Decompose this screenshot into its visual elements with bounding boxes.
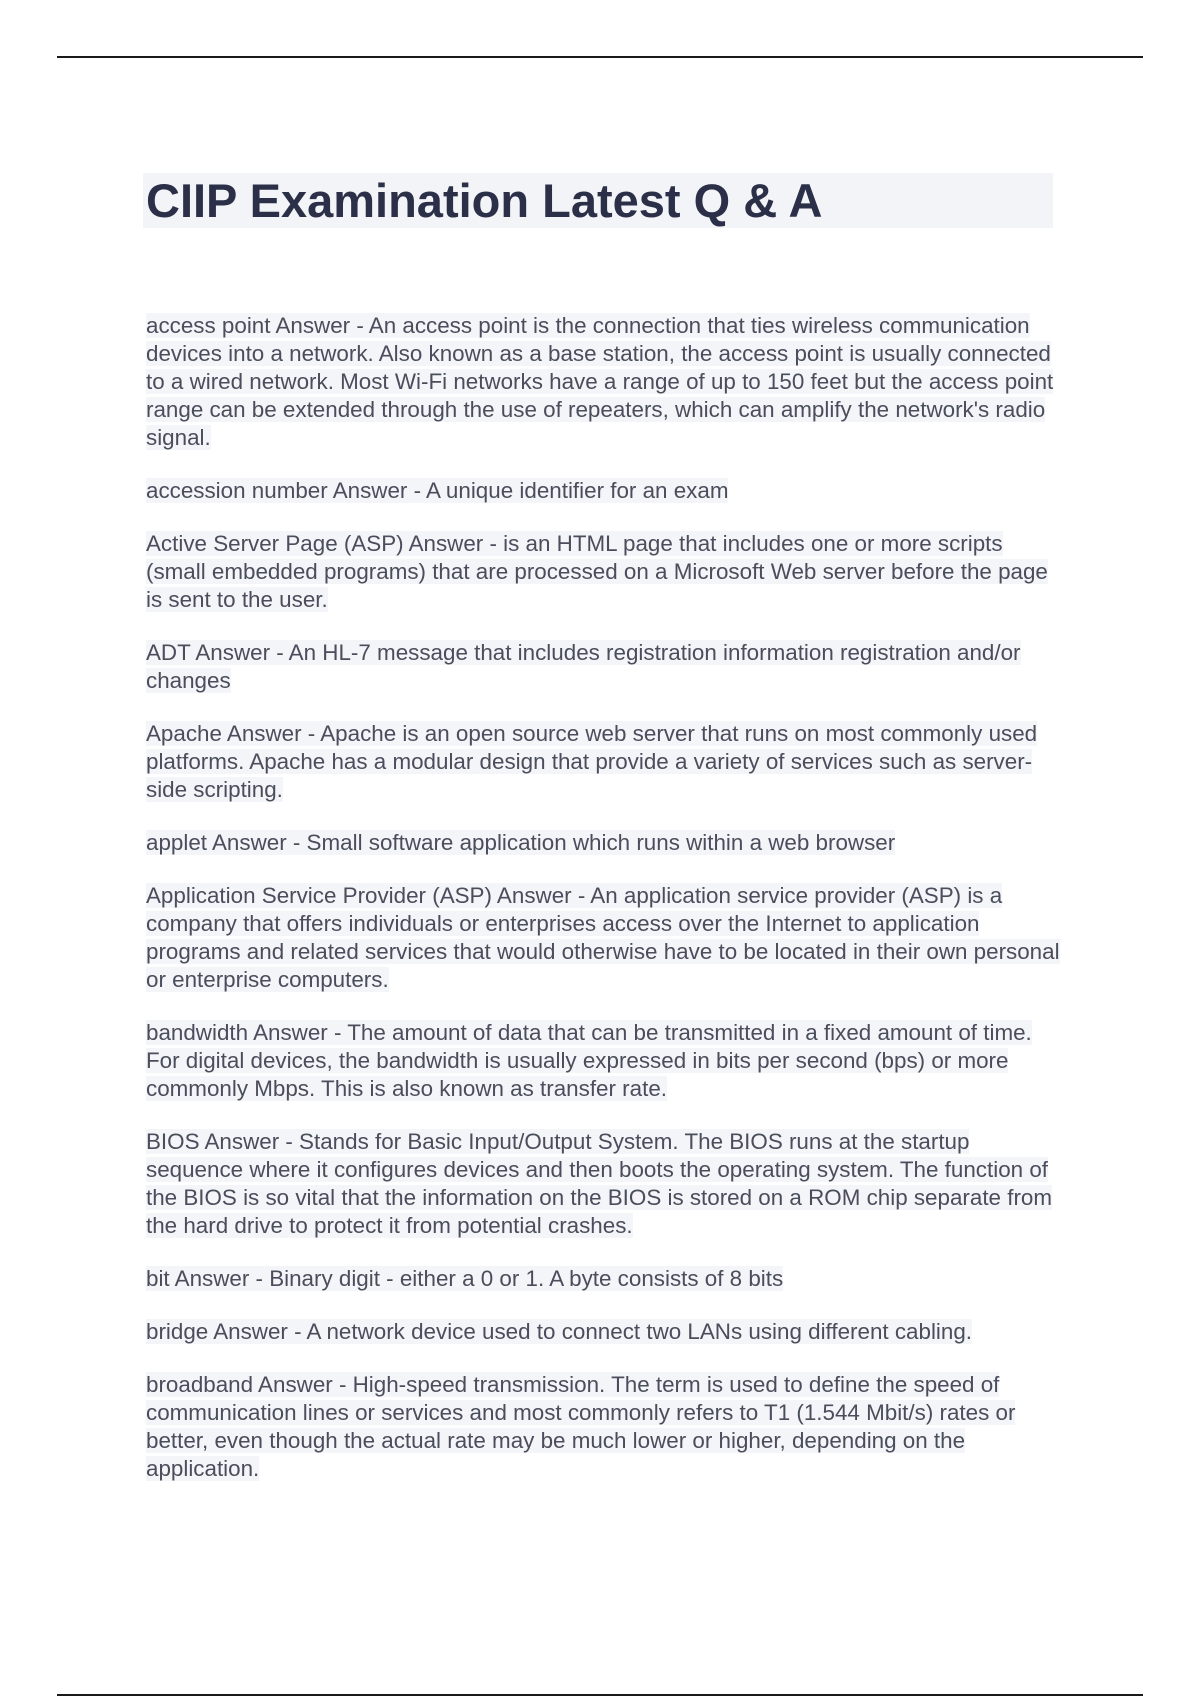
qa-entry-text: Active Server Page (ASP) Answer - is an HTML page that includes one or more scripts (small embedded programs) that are processed on a Microsoft Web server before the page is sent to the user. bbox=[146, 531, 1048, 612]
qa-list bbox=[146, 312, 1061, 1508]
footer-rule bbox=[57, 1694, 1143, 1696]
qa-entry-text: accession number Answer - A unique identifier for an exam bbox=[146, 478, 729, 503]
qa-entry-adt bbox=[146, 639, 1061, 695]
qa-entry-text: bandwidth Answer - The amount of data that can be transmitted in a fixed amount of time. For digital devices, the bandwidth is usually expressed in bits per second (bps) or more commonly Mbps. This is also known as transfer rate. bbox=[146, 1020, 1032, 1101]
qa-entry-text: broadband Answer - High-speed transmission. The term is used to define the speed of communication lines or services and most commonly refers to T1 (1.544 Mbit/s) rates or better, even though the actual rate may be much lower or higher, depending on the application. bbox=[146, 1372, 1016, 1481]
qa-entry-active-server-page bbox=[146, 530, 1061, 614]
qa-entry-bridge bbox=[146, 1318, 1061, 1346]
qa-entry-text: bit Answer - Binary digit - either a 0 or 1. A byte consists of 8 bits bbox=[146, 1266, 784, 1291]
qa-entry-bios bbox=[146, 1128, 1061, 1240]
qa-entry-text: Apache Answer - Apache is an open source web server that runs on most commonly used platforms. Apache has a modular design that provide a variety of services such as server-side scripting. bbox=[146, 721, 1038, 802]
page-title: CIIP Examination Latest Q & A bbox=[146, 174, 823, 227]
qa-entry-text: bridge Answer - A network device used to connect two LANs using different cabling. bbox=[146, 1319, 973, 1344]
qa-entry-application-service-provider bbox=[146, 882, 1061, 994]
qa-entry-broadband bbox=[146, 1371, 1061, 1483]
title-banner bbox=[143, 173, 1053, 228]
qa-entry-bandwidth bbox=[146, 1019, 1061, 1103]
qa-entry-apache bbox=[146, 720, 1061, 804]
qa-entry-text: access point Answer - An access point is the connection that ties wireless communication devices into a network. Also known as a base station, the access point is usually connected to a wired network. Most Wi-Fi networks have a range of up to 150 feet but the access point range can be extended through the use of repeaters, which can amplify the network's radio signal. bbox=[146, 313, 1054, 450]
qa-entry-text: BIOS Answer - Stands for Basic Input/Output System. The BIOS runs at the startup sequence where it configures devices and then boots the operating system. The function of the BIOS is so vital that the information on the BIOS is stored on a ROM chip separate from the hard drive to protect it from potential crashes. bbox=[146, 1129, 1053, 1238]
qa-entry-accession-number bbox=[146, 477, 1061, 505]
qa-entry-applet bbox=[146, 829, 1061, 857]
qa-entry-text: applet Answer - Small software application which runs within a web browser bbox=[146, 830, 896, 855]
qa-entry-access-point bbox=[146, 312, 1061, 452]
qa-entry-bit bbox=[146, 1265, 1061, 1293]
qa-entry-text: Application Service Provider (ASP) Answer - An application service provider (ASP) is a company that offers individuals or enterprises access over the Internet to application programs and related services that would otherwise have to be located in their own personal or enterprise computers. bbox=[146, 883, 1060, 992]
header-rule bbox=[57, 56, 1143, 58]
qa-entry-text: ADT Answer - An HL-7 message that includes registration information registration and/or changes bbox=[146, 640, 1021, 693]
